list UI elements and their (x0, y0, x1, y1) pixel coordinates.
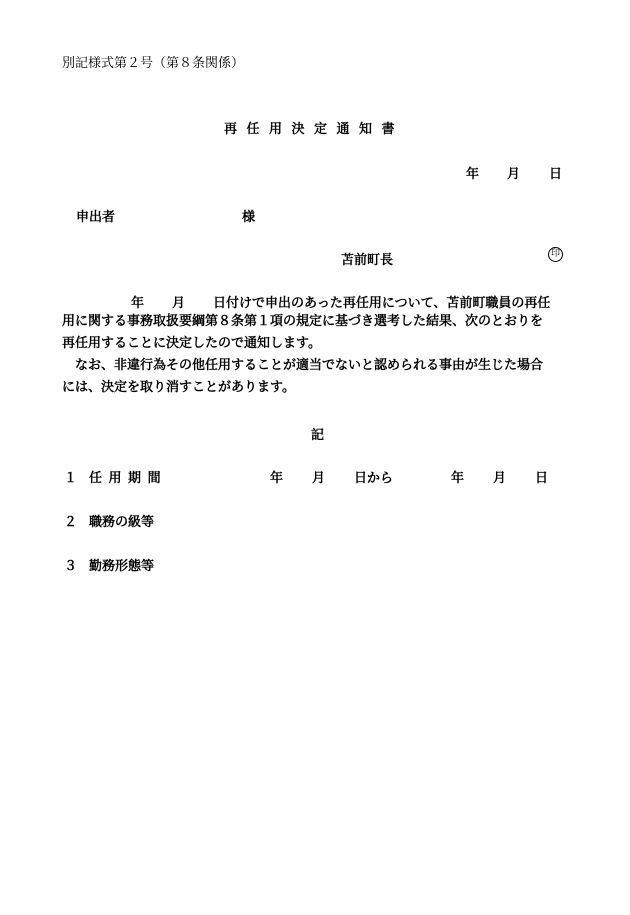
item-from-month: 月 (312, 471, 326, 486)
body-line-1: 日付けで申出のあった再任用について、苫前町職員の再任 (213, 296, 551, 311)
date-day-label: 日 (549, 167, 563, 182)
item-label-work-style: 勤務形態等 (89, 559, 155, 574)
ki-heading: 記 (311, 428, 325, 443)
item-from-year: 年 (270, 471, 284, 486)
body-line-2: 用に関する事務取扱要綱第８条第１項の規定に基づき選考した結果、次のとおりを (62, 314, 544, 329)
item-to-year: 年 (451, 471, 465, 486)
seal-icon: 印 (548, 247, 563, 262)
body-month-label: 月 (172, 296, 186, 311)
item-label-grade: 職務の級等 (89, 515, 155, 530)
date-year-label: 年 (466, 167, 480, 182)
item-label-term: 任 用 期 間 (89, 471, 162, 486)
item-number: ３ (64, 559, 78, 574)
item-number: １ (64, 471, 78, 486)
document-title: 再任用決定通知書 (224, 122, 405, 137)
item-from-day: 日から (354, 471, 394, 486)
item-to-month: 月 (493, 471, 507, 486)
applicant-honorific: 様 (242, 210, 256, 225)
body-line-5: には、決定を取り消すことがあります。 (62, 380, 295, 395)
issuer-name: 苫前町長 (341, 253, 394, 268)
body-line-4: なお、非違行為その他任用することが適当でないと認められる事由が生じた場合 (62, 358, 544, 373)
body-year-label: 年 (131, 296, 145, 311)
body-line-3: 再任用することに決定したので通知します。 (62, 336, 321, 351)
item-number: ２ (64, 515, 78, 530)
item-to-day: 日 (535, 471, 549, 486)
form-label: 別記様式第２号（第８条関係） (62, 56, 245, 71)
date-month-label: 月 (507, 167, 521, 182)
applicant-label: 申出者 (76, 210, 116, 225)
